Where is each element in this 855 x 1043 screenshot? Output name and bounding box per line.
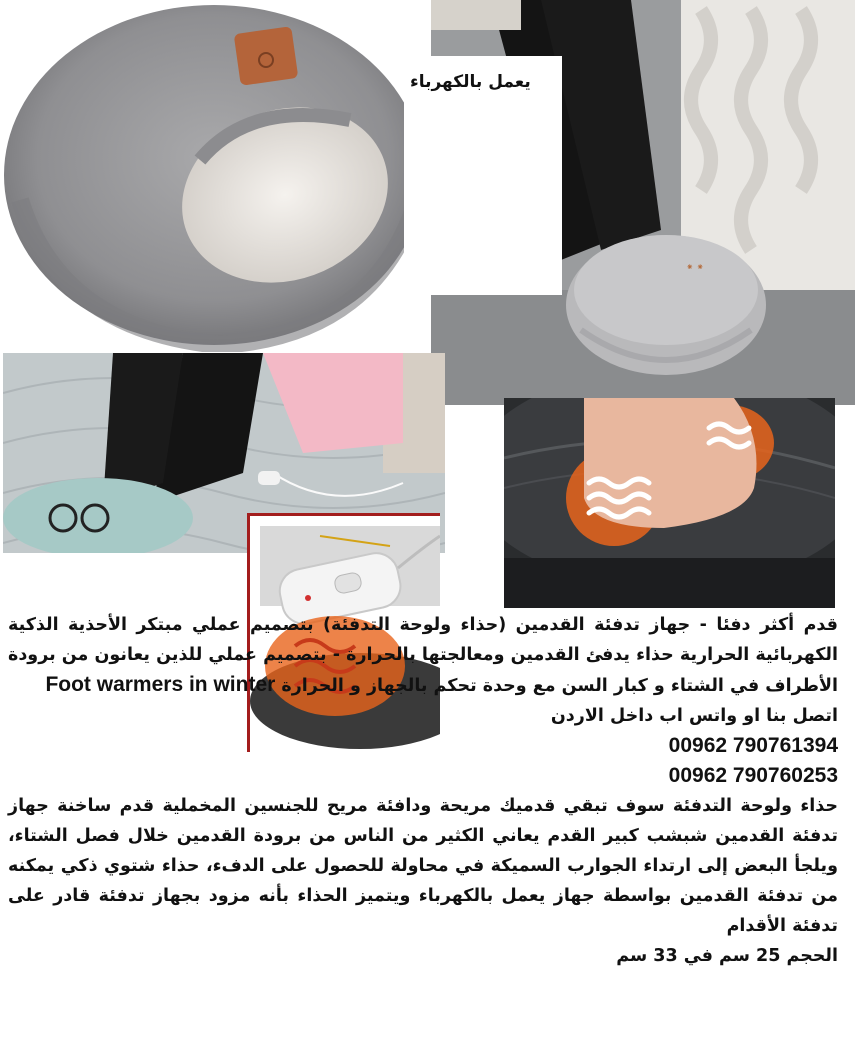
svg-text:⁕ ⁕: ⁕ ⁕ [686,263,704,273]
contact-text: اتصل بنا او واتس اب داخل الاردن [550,706,838,726]
product-description [8,610,838,971]
product-photo-grey-slipper [0,0,433,352]
intro-arabic: قدم أكثر دفئا - جهاز تدفئة القدمين (حذاء ولوحة التدفئة) بتصميم عملي مبتكر الأحذية الذكية الكهربائية الحرارية حذاء يدفئ القدمين ومعالجتها بالحرارة - بتصميم عملي للذين يعانون من برودة الأطراف في الشتاء و كبار السن مع وحدة تحكم بالجهاز و الحرارة [8,615,838,696]
product-photo-heat-pad [504,398,835,608]
body-text: حذاء ولوحة التدفئة سوف تبقي قدميك مريحة ودافئة مريح للجنسين المخملية قدم ساخنة جهاز تدفئة القدمين شبشب كبير القدم يعاني الكثير من الناس من برودة القدمين خلال فصل الشتاء، ويلجأ البعض إلى ارتداء الجوارب السميكة في محاولة للحصول على الدفء، حذاء شتوي ذكي يمكنه من تدفئة القدمين بواسطة جهاز يعمل بالكهرباء ويتميز الحذاء بأنه مزود بجهاز تدفئة قادر على تدفئة الأقدام [8,796,838,936]
intro-text [8,610,838,701]
overlay-label: يعمل بالكهرباء [404,56,562,295]
power-button-icon [305,595,311,601]
intro-english: Foot warmers in winter [45,673,276,696]
size-text: الحجم 25 سم في 33 سم [616,946,838,966]
phone-number-1[interactable]: 00962 790761394 [668,734,838,757]
phone-number-2[interactable]: 00962 790760253 [668,764,838,787]
